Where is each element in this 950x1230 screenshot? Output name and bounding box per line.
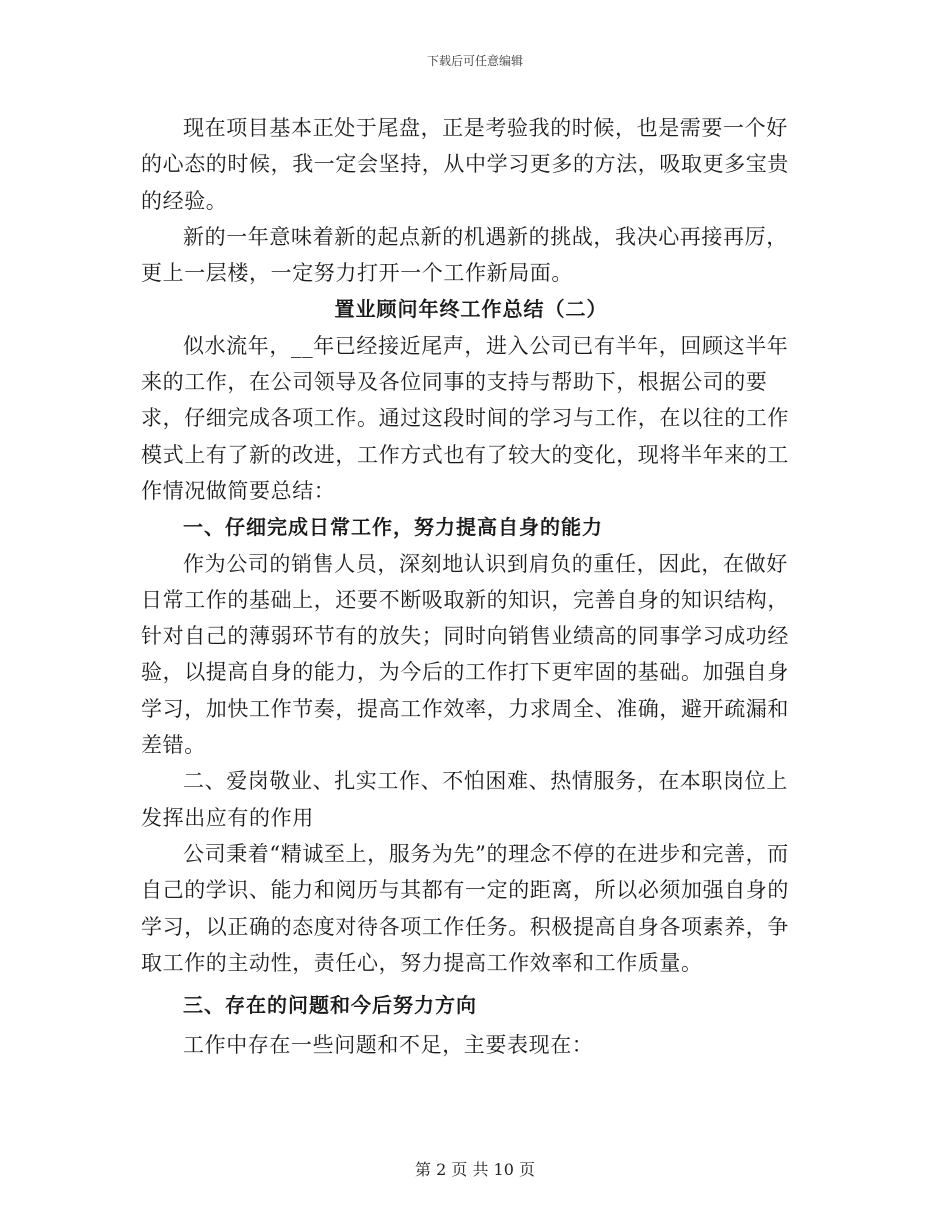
heading-three: 三、存在的问题和今后努力方向 [183, 993, 477, 1018]
page-number: 第 2 页 共 10 页 [415, 1160, 535, 1179]
paragraph-1: 现在项目基本正处于尾盘，正是考验我的时候，也是需要一个好的心态的时候，我一定会坚持，从中学习更多的方法，吸取更多宝贵的经验。 [141, 116, 789, 213]
document-body [141, 110, 801, 1064]
section-title: 置业顾问年终工作总结（二） [334, 297, 608, 322]
paragraph-intro: 似水流年，__年已经接近尾声，进入公司已有半年，回顾这半年来的工作，在公司领导及各位同事的支持与帮助下，根据公司的要求，仔细完成各项工作。通过这段时间的学习与工作，在以往的工作模式上有了新的改进，工作方式也有了较大的变化，现将半年来的工作情况做简要总结： [141, 333, 789, 503]
paragraph-daily-work: 作为公司的销售人员，深刻地认识到肩负的重任，因此，在做好日常工作的基础上，还要不断吸取新的知识，完善自身的知识结构，针对自己的薄弱环节有的放失；同时向销售业绩高的同事学习成功经验，以提高自身的能力，为今后的工作打下更牢固的基础。加强自身学习，加快工作节奏，提高工作效率，力求周全、准确，避开疏漏和差错。 [141, 551, 789, 758]
page-header-note: 下载后可任意编辑 [426, 54, 523, 68]
paragraph-heading-two: 二、爱岗敬业、扎实工作、不怕困难、热情服务，在本职岗位上发挥出应有的作用 [141, 769, 788, 830]
paragraph-company-philosophy: 公司秉着“精诚至上，服务为先”的理念不停的在进步和完善，而自己的学识、能力和阅历与其都有一定的距离，所以必须加强自身的学习，以正确的态度对待各项工作任务。积极提高自身各项素养，争取工作的主动性，责任心，努力提高工作效率和工作质量。 [141, 841, 789, 975]
paragraph-2: 新的一年意味着新的起点新的机遇新的挑战，我决心再接再厉，更上一层楼，一定努力打开一个工作新局面。 [141, 224, 788, 286]
paragraph-problems: 工作中存在一些问题和不足，主要表现在： [183, 1033, 594, 1058]
heading-one: 一、仔细完成日常工作，努力提高自身的能力 [183, 515, 603, 540]
